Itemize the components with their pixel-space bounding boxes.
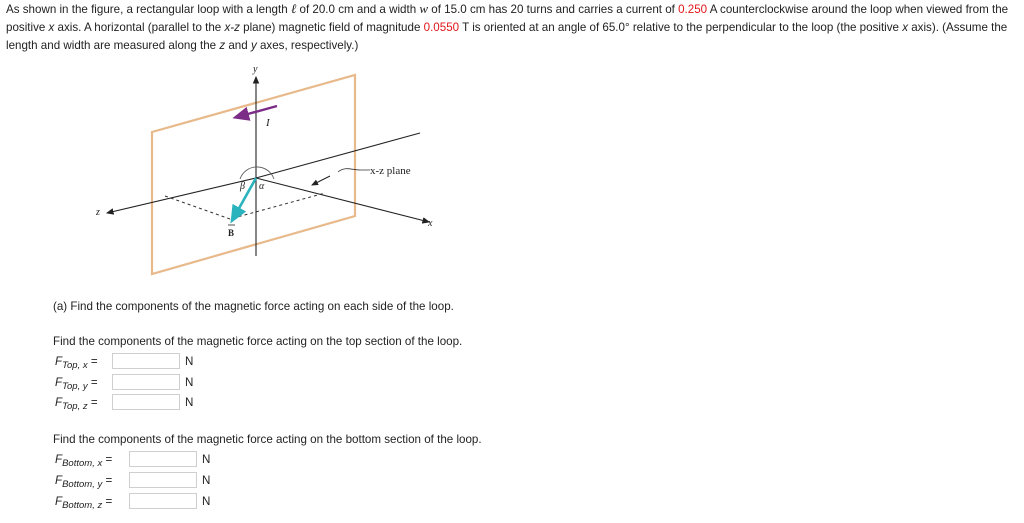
plane-pointer-arrow — [312, 176, 330, 185]
fbottom-x-unit: N — [202, 453, 211, 466]
problem-text: As shown in the figure, a rectangular loop with a length — [6, 3, 291, 16]
field-value: 0.0550 — [423, 21, 460, 34]
problem-text: plane) magnetic field of magnitude — [239, 21, 424, 34]
fbottom-y-unit: N — [202, 474, 211, 487]
z-symbol: z — [219, 39, 226, 52]
problem-text: of 15.0 cm has 20 turns and carries a current of — [428, 3, 679, 16]
part-a-question: (a) Find the components of the magnetic force acting on each side of the loop. — [53, 300, 454, 313]
fbottom-y-input[interactable] — [129, 472, 197, 488]
problem-text: and — [225, 39, 251, 52]
z-axis — [107, 178, 256, 213]
current-arrow — [237, 106, 277, 117]
problem-text: axis. A horizontal (parallel to the — [54, 21, 225, 34]
ftop-x-unit: N — [185, 355, 194, 368]
top-section-prompt: Find the components of the magnetic force acting on the top section of the loop. — [53, 335, 463, 348]
ftop-y-input[interactable] — [112, 374, 180, 390]
fbottom-y-label: $F_{Bottom, y}$ = — [55, 474, 113, 490]
y-symbol: y — [250, 39, 257, 52]
xz-symbol: x-z — [224, 21, 240, 34]
x-axis-label: x — [428, 218, 433, 229]
fbottom-z-unit: N — [202, 495, 211, 508]
ftop-x-input[interactable] — [112, 353, 180, 369]
current-label: I — [266, 117, 270, 129]
fbottom-z-input[interactable] — [129, 493, 197, 509]
plane-label: x-z plane — [370, 165, 411, 177]
ftop-z-unit: N — [185, 396, 194, 409]
loop-figure — [80, 58, 450, 290]
problem-text: axes, respectively.) — [256, 39, 359, 52]
problem-text: axis). (Assume the length and width are measured along the — [6, 21, 1008, 52]
b-vector-label: B — [228, 228, 235, 238]
ftop-z-label: $F_{Top, z}$ = — [55, 396, 98, 412]
current-value: 0.250 — [678, 3, 708, 16]
z-axis-label: z — [96, 207, 100, 218]
ftop-y-unit: N — [185, 376, 194, 389]
x-symbol: x — [48, 21, 55, 34]
ftop-y-label: $F_{Top, y}$ = — [55, 376, 98, 392]
x-axis — [256, 178, 429, 222]
fbottom-x-input[interactable] — [129, 451, 197, 467]
rectangular-loop — [152, 75, 355, 274]
alpha-label: α — [259, 181, 265, 192]
y-axis-label: y — [253, 64, 258, 75]
beta-label: β — [240, 181, 245, 192]
problem-text: of 20.0 cm and a width — [296, 3, 420, 16]
ftop-z-input[interactable] — [112, 394, 180, 410]
ftop-x-label: $F_{Top, x}$ = — [55, 355, 98, 371]
fbottom-z-label: $F_{Bottom, z}$ = — [55, 495, 113, 511]
problem-text: T is oriented at an angle of 65.0° relative to the perpendicular to the loop (the positive — [459, 21, 903, 34]
fbottom-x-label: $F_{Bottom, x}$ = — [55, 453, 113, 469]
x-symbol: x — [902, 21, 909, 34]
problem-statement — [6, 0, 1018, 55]
width-symbol: w — [419, 1, 429, 16]
problem-text: A counterclockwise around the loop when viewed from the positive — [6, 3, 1009, 34]
length-symbol: ℓ — [290, 1, 297, 16]
bottom-section-prompt: Find the components of the magnetic force acting on the bottom section of the loop. — [53, 433, 482, 446]
